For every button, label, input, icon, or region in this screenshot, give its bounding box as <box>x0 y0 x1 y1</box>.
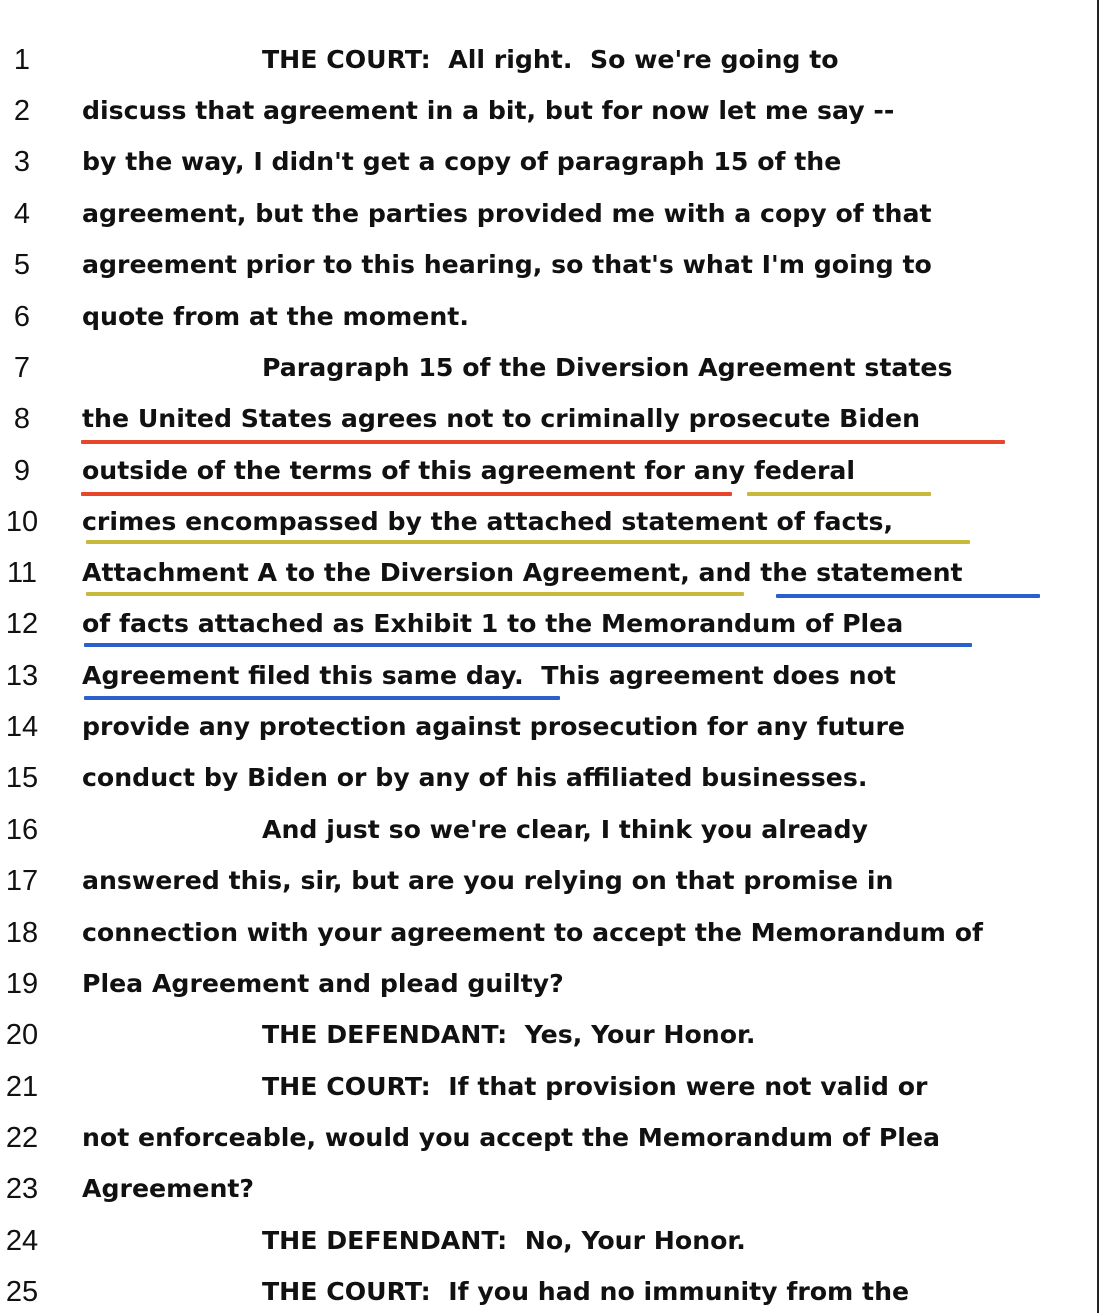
line-text: THE DEFENDANT: No, Your Honor. <box>262 1226 746 1255</box>
transcript-line <box>0 194 1095 234</box>
line-text: not enforceable, would you accept the Memorandum of Plea <box>82 1123 941 1152</box>
line-number: 14 <box>5 711 39 743</box>
line-text: Paragraph 15 of the Diversion Agreement states <box>262 353 953 382</box>
line-text: outside of the terms of this agreement for any federal <box>82 456 856 485</box>
line-number: 12 <box>5 608 39 640</box>
line-text: Plea Agreement and plead guilty? <box>82 969 564 998</box>
transcript-line <box>0 142 1095 182</box>
transcript-line <box>0 1221 1095 1261</box>
line-number: 22 <box>5 1122 39 1154</box>
line-number: 15 <box>5 762 39 794</box>
red-underline <box>81 440 1005 444</box>
line-text: connection with your agreement to accept the Memorandum of <box>82 918 983 947</box>
line-text: the United States agrees not to criminally prosecute Biden <box>82 404 921 433</box>
transcript-line <box>0 553 1095 593</box>
line-text: provide any protection against prosecution for any future <box>82 712 905 741</box>
yellow-underline <box>86 540 970 544</box>
transcript-line <box>0 861 1095 901</box>
line-number: 4 <box>13 198 31 230</box>
line-number: 7 <box>13 352 31 384</box>
line-text: THE COURT: All right. So we're going to <box>262 45 839 74</box>
line-number: 9 <box>13 455 31 487</box>
transcript-line <box>0 348 1095 388</box>
transcript-line <box>0 40 1095 80</box>
transcript-line <box>0 1067 1095 1107</box>
transcript-line <box>0 1118 1095 1158</box>
line-text: quote from at the moment. <box>82 302 469 331</box>
transcript-line <box>0 604 1095 644</box>
transcript-line <box>0 502 1095 542</box>
line-text: THE COURT: If you had no immunity from the <box>262 1277 910 1306</box>
transcript-line <box>0 399 1095 439</box>
line-text: agreement, but the parties provided me with a copy of that <box>82 199 932 228</box>
yellow-underline <box>747 492 931 496</box>
line-number: 3 <box>13 146 31 178</box>
line-number: 23 <box>5 1173 39 1205</box>
yellow-underline <box>86 592 744 596</box>
line-text: agreement prior to this hearing, so that's what I'm going to <box>82 250 932 279</box>
transcript-line <box>0 245 1095 285</box>
transcript-line <box>0 656 1095 696</box>
transcript-line <box>0 758 1095 798</box>
line-text: by the way, I didn't get a copy of paragraph 15 of the <box>82 147 842 176</box>
line-text: THE DEFENDANT: Yes, Your Honor. <box>262 1020 756 1049</box>
page-right-border <box>1097 0 1099 1313</box>
transcript-line <box>0 91 1095 131</box>
line-number: 16 <box>5 814 39 846</box>
line-number: 6 <box>13 301 31 333</box>
line-text: Agreement filed this same day. This agreement does not <box>82 661 896 690</box>
line-text: Attachment A to the Diversion Agreement, and the statement <box>82 558 963 587</box>
transcript-line <box>0 913 1095 953</box>
transcript-line <box>0 707 1095 747</box>
blue-underline <box>84 696 560 700</box>
line-number: 11 <box>6 557 38 589</box>
line-text: conduct by Biden or by any of his affiliated businesses. <box>82 763 868 792</box>
line-number: 17 <box>5 865 39 897</box>
line-number: 25 <box>5 1276 39 1308</box>
line-text: of facts attached as Exhibit 1 to the Memorandum of Plea <box>82 609 904 638</box>
line-number: 13 <box>5 660 39 692</box>
transcript-line <box>0 451 1095 491</box>
transcript-line <box>0 810 1095 850</box>
line-number: 8 <box>13 403 31 435</box>
red-underline <box>81 492 732 496</box>
line-text: Agreement? <box>82 1174 255 1203</box>
transcript-line <box>0 1015 1095 1055</box>
line-number: 24 <box>5 1225 39 1257</box>
line-number: 21 <box>5 1071 39 1103</box>
line-number: 19 <box>5 968 39 1000</box>
line-text: discuss that agreement in a bit, but for now let me say -- <box>82 96 895 125</box>
line-text: And just so we're clear, I think you already <box>262 815 868 844</box>
line-number: 10 <box>5 506 39 538</box>
transcript-line <box>0 297 1095 337</box>
transcript-line <box>0 1272 1095 1312</box>
line-text: crimes encompassed by the attached statement of facts, <box>82 507 894 536</box>
line-text: THE COURT: If that provision were not valid or <box>262 1072 928 1101</box>
line-number: 18 <box>5 917 39 949</box>
line-number: 2 <box>13 95 31 127</box>
line-number: 1 <box>13 44 31 76</box>
blue-underline <box>776 594 1040 598</box>
blue-underline <box>84 643 972 647</box>
line-text: answered this, sir, but are you relying on that promise in <box>82 866 894 895</box>
transcript-line <box>0 964 1095 1004</box>
transcript-line <box>0 1169 1095 1209</box>
line-number: 20 <box>5 1019 39 1051</box>
line-number: 5 <box>13 249 31 281</box>
